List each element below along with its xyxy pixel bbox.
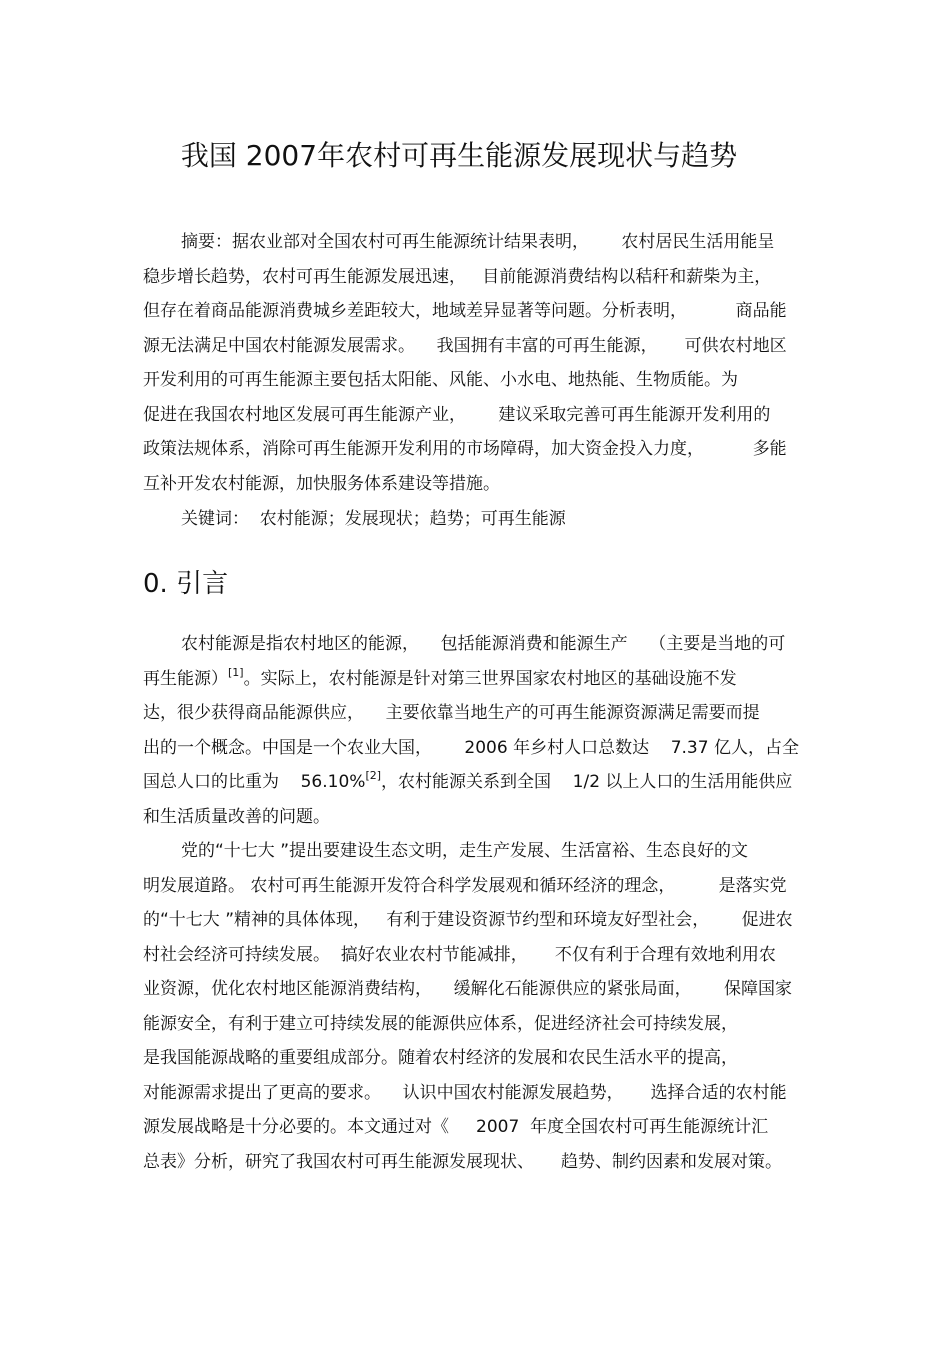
paragraph-line: 总表》分析，研究了我国农村可再生能源发展现状、 趋势、制约因素和发展对策。 bbox=[143, 1151, 783, 1172]
abstract-line: 开发利用的可再生能源主要包括太阳能、风能、小水电、地热能、生物质能。为 bbox=[143, 370, 738, 390]
keywords-paragraph bbox=[143, 502, 823, 537]
paragraph-line: 能源安全，有利于建立可持续发展的能源供应体系，促进经济社会可持续发展， bbox=[143, 1013, 738, 1034]
paragraph-text: 。实际上，农村能源是针对第三世界国家农村地区的基础设施不发 bbox=[243, 668, 737, 689]
paragraph-text: 再生能源） bbox=[143, 668, 228, 689]
abstract-line: 互补开发农村能源，加快服务体系建设等措施。 bbox=[143, 473, 500, 494]
paragraph-line: 和生活质量改善的问题。 bbox=[143, 806, 330, 827]
body-paragraph-1 bbox=[143, 627, 823, 834]
paragraph-line: 农村能源是指农村地区的能源， 包括能源消费和能源生产 （主要是当地的可 bbox=[181, 634, 786, 654]
paragraph-line bbox=[143, 765, 823, 800]
paragraph-line: 村社会经济可持续发展。 搞好农业农村节能减排， 不仅有利于合理有效地利用农 bbox=[143, 944, 776, 965]
paragraph-line: 党的“十七大 ”提出要建设生态文明，走生产发展、生活富裕、生态良好的文 bbox=[181, 841, 749, 861]
paragraph-line: 出的一个概念。中国是一个农业大国， 2006 年乡村人口总数达 7.37 亿人，占全 bbox=[143, 737, 799, 758]
paragraph-line: 的“十七大 ”精神的具体体现， 有利于建设资源节约型和环境友好型社会， 促进农 bbox=[143, 910, 793, 930]
paragraph-line: 达，很少获得商品能源供应， 主要依靠当地生产的可再生能源资源满足需要而提 bbox=[143, 703, 760, 723]
paragraph-text: 国总人口的比重为 56.10% bbox=[143, 772, 366, 792]
paragraph-line: 明发展道路。 农村可再生能源开发符合科学发展观和循环经济的理念， 是落实党 bbox=[143, 875, 787, 896]
abstract-paragraph bbox=[143, 225, 823, 501]
abstract-line: 促进在我国农村地区发展可再生能源产业， 建议采取完善可再生能源开发利用的 bbox=[143, 404, 771, 425]
paragraph-line: 源发展战略是十分必要的。本文通过对《 2007 年度全国农村可再生能源统计汇 bbox=[143, 1117, 769, 1137]
abstract-line: 但存在着商品能源消费城乡差距较大，地域差异显著等问题。分析表明， 商品能 bbox=[143, 301, 787, 321]
page-title: 我国 2007年农村可再生能源发展现状与趋势 bbox=[180, 139, 738, 172]
abstract-line: 摘要：据农业部对全国农村可再生能源统计结果表明， 农村居民生活用能呈 bbox=[181, 232, 775, 252]
abstract-line: 源无法满足中国农村能源发展需求。 我国拥有丰富的可再生能源， 可供农村地区 bbox=[143, 335, 787, 356]
paragraph-line: 是我国能源战略的重要组成部分。随着农村经济的发展和农民生活水平的提高， bbox=[143, 1048, 738, 1068]
citation-ref: [2] bbox=[365, 769, 382, 782]
body-paragraph-2 bbox=[143, 834, 823, 1179]
abstract-line: 政策法规体系，消除可再生能源开发利用的市场障碍，加大资金投入力度， 多能 bbox=[143, 439, 787, 459]
paragraph-line bbox=[143, 662, 823, 697]
citation-ref: [1] bbox=[228, 665, 244, 679]
abstract-line: 稳步增长趋势，农村可再生能源发展迅速， 目前能源消费结构以秸秆和薪柴为主， bbox=[143, 266, 772, 287]
paragraph-line: 对能源需求提出了更高的要求。 认识中国农村能源发展趋势， 选择合适的农村能 bbox=[143, 1082, 787, 1103]
keywords-line: 关键词： 农村能源；发展现状；趋势；可再生能源 bbox=[181, 509, 566, 529]
paragraph-text: ，农村能源关系到全国 1/2 以上人口的生活用能供应 bbox=[381, 772, 793, 792]
section-heading: 0. 引言 bbox=[143, 569, 229, 599]
paragraph-line: 业资源，优化农村地区能源消费结构， 缓解化石能源供应的紧张局面， 保障国家 bbox=[143, 979, 793, 999]
